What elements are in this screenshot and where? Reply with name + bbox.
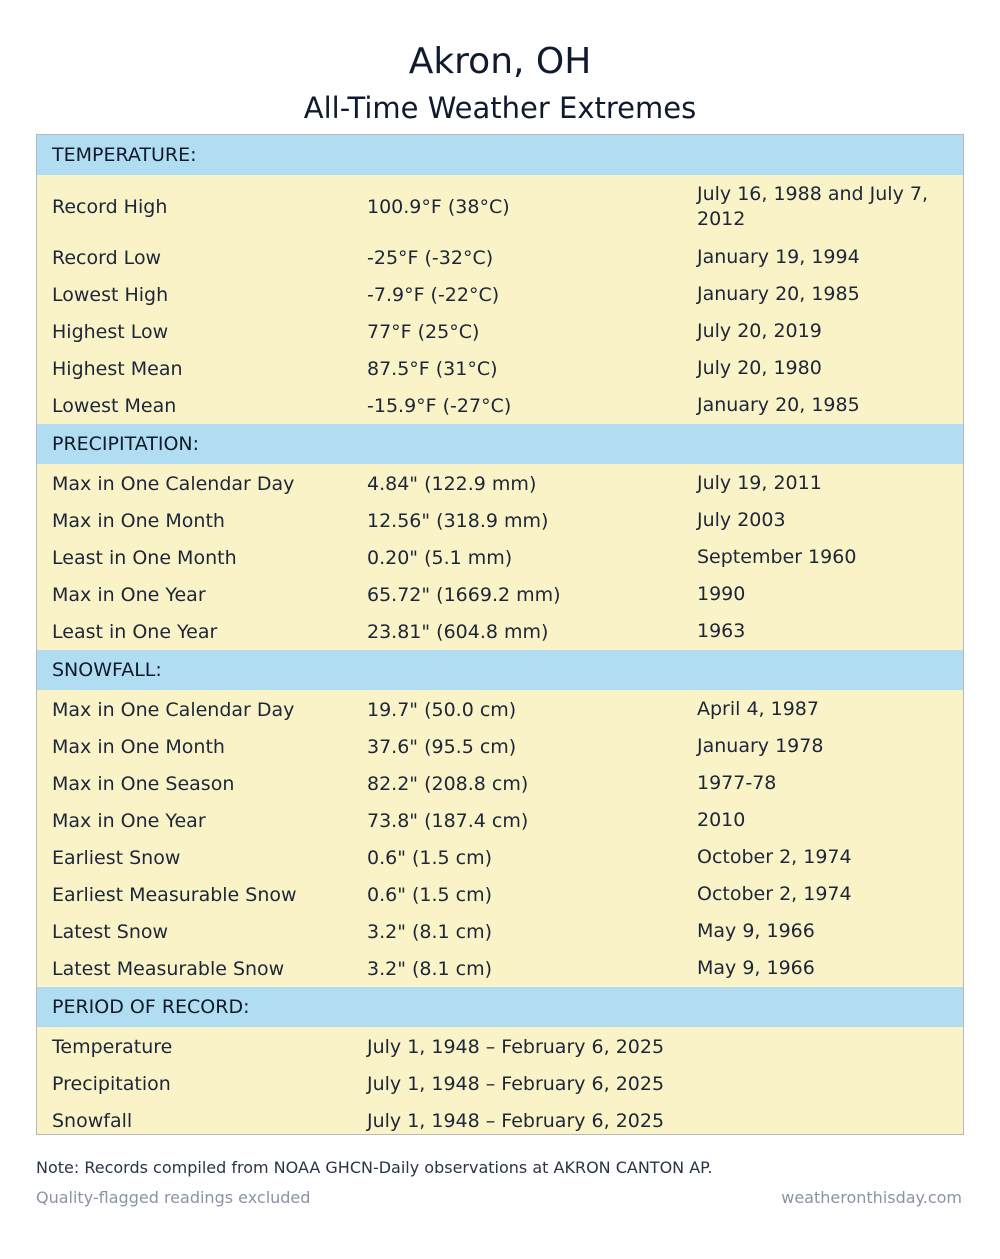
row-value: 3.2" (8.1 cm) bbox=[367, 957, 493, 980]
row-value: 19.7" (50.0 cm) bbox=[367, 698, 517, 721]
row-label: Earliest Snow bbox=[52, 846, 181, 869]
row-label: Least in One Year bbox=[52, 620, 218, 643]
row-label: Max in One Year bbox=[52, 809, 206, 832]
section-header-period: PERIOD OF RECORD: bbox=[37, 987, 963, 1027]
row-value: 0.6" (1.5 cm) bbox=[367, 846, 493, 869]
row-label: Highest Low bbox=[52, 320, 169, 343]
row-date: July 2003 bbox=[697, 509, 786, 531]
row-date: January 20, 1985 bbox=[697, 283, 860, 305]
row-date: May 9, 1966 bbox=[697, 957, 815, 979]
table-row bbox=[37, 728, 963, 765]
section-header-temperature: TEMPERATURE: bbox=[37, 135, 963, 175]
row-value: -7.9°F (-22°C) bbox=[367, 283, 500, 306]
row-label: Record Low bbox=[52, 246, 162, 269]
row-value: 65.72" (1669.2 mm) bbox=[367, 583, 561, 606]
table-row bbox=[37, 839, 963, 876]
row-value: 73.8" (187.4 cm) bbox=[367, 809, 529, 832]
row-date: April 4, 1987 bbox=[697, 698, 819, 720]
row-date: July 20, 1980 bbox=[697, 357, 822, 379]
table-row bbox=[37, 613, 963, 650]
row-date: October 2, 1974 bbox=[697, 846, 852, 868]
table-row bbox=[37, 350, 963, 387]
table-row bbox=[37, 502, 963, 539]
row-label: Least in One Month bbox=[52, 546, 237, 569]
row-label: Max in One Season bbox=[52, 772, 235, 795]
table-row bbox=[37, 876, 963, 913]
row-value: -15.9°F (-27°C) bbox=[367, 394, 512, 417]
row-value: July 1, 1948 – February 6, 2025 bbox=[367, 1109, 665, 1132]
table-row bbox=[37, 1102, 963, 1139]
row-value: -25°F (-32°C) bbox=[367, 246, 494, 269]
table-row bbox=[37, 276, 963, 313]
row-label: Lowest Mean bbox=[52, 394, 177, 417]
footnote: Note: Records compiled from NOAA GHCN-Daily observations at AKRON CANTON AP. bbox=[36, 1158, 713, 1177]
row-label: Max in One Month bbox=[52, 735, 225, 758]
section-header-snowfall: SNOWFALL: bbox=[37, 650, 963, 690]
row-value: 0.20" (5.1 mm) bbox=[367, 546, 513, 569]
table-row bbox=[37, 576, 963, 613]
row-date: September 1960 bbox=[697, 546, 857, 568]
row-value: 37.6" (95.5 cm) bbox=[367, 735, 517, 758]
row-date: July 19, 2011 bbox=[697, 472, 822, 494]
row-value: 0.6" (1.5 cm) bbox=[367, 883, 493, 906]
row-label: Record High bbox=[52, 196, 168, 218]
row-date: July 20, 2019 bbox=[697, 320, 822, 342]
table-row bbox=[37, 950, 963, 987]
row-date: May 9, 1966 bbox=[697, 920, 815, 942]
row-date: January 19, 1994 bbox=[697, 246, 860, 268]
row-date: January 20, 1985 bbox=[697, 394, 860, 416]
table-row bbox=[37, 313, 963, 350]
row-label: Max in One Year bbox=[52, 583, 206, 606]
row-label: Lowest High bbox=[52, 283, 169, 306]
row-value: 3.2" (8.1 cm) bbox=[367, 920, 493, 943]
section-header-precipitation: PRECIPITATION: bbox=[37, 424, 963, 464]
row-value: 23.81" (604.8 mm) bbox=[367, 620, 549, 643]
table-row bbox=[37, 913, 963, 950]
row-date: January 1978 bbox=[697, 735, 824, 757]
table-row bbox=[37, 1028, 963, 1065]
row-label: Highest Mean bbox=[52, 357, 183, 380]
page-title: Akron, OH bbox=[408, 41, 592, 82]
row-value: 82.2" (208.8 cm) bbox=[367, 772, 529, 795]
quality-note: Quality-flagged readings excluded bbox=[36, 1188, 311, 1207]
source-credit: weatheronthisday.com bbox=[781, 1188, 962, 1207]
table-row bbox=[37, 802, 963, 839]
table-row bbox=[37, 387, 963, 424]
row-label: Latest Snow bbox=[52, 920, 169, 943]
row-label: Max in One Calendar Day bbox=[52, 698, 295, 721]
row-value: 77°F (25°C) bbox=[367, 320, 480, 343]
row-date: 1963 bbox=[697, 620, 746, 642]
table-row bbox=[37, 691, 963, 728]
row-value: 100.9°F (38°C) bbox=[367, 196, 510, 218]
row-label: Latest Measurable Snow bbox=[52, 957, 285, 980]
extremes-table bbox=[36, 134, 964, 1135]
row-value: 87.5°F (31°C) bbox=[367, 357, 498, 380]
row-value: 12.56" (318.9 mm) bbox=[367, 509, 549, 532]
table-row bbox=[37, 1065, 963, 1102]
row-date: July 16, 1988 and July 7, 2012 bbox=[697, 183, 928, 230]
row-label: Max in One Calendar Day bbox=[52, 472, 295, 495]
row-label: Snowfall bbox=[52, 1109, 133, 1132]
table-row bbox=[37, 465, 963, 502]
row-label: Precipitation bbox=[52, 1072, 171, 1095]
table-row bbox=[37, 175, 963, 239]
row-value: July 1, 1948 – February 6, 2025 bbox=[367, 1035, 665, 1058]
row-value: July 1, 1948 – February 6, 2025 bbox=[367, 1072, 665, 1095]
table-row bbox=[37, 539, 963, 576]
row-label: Max in One Month bbox=[52, 509, 225, 532]
row-date: October 2, 1974 bbox=[697, 883, 852, 905]
table-row bbox=[37, 239, 963, 276]
row-label: Temperature bbox=[52, 1035, 173, 1058]
row-date: 1977-78 bbox=[697, 772, 777, 794]
row-value: 4.84" (122.9 mm) bbox=[367, 472, 537, 495]
row-label: Earliest Measurable Snow bbox=[52, 883, 297, 906]
row-date: 1990 bbox=[697, 583, 746, 605]
page-subtitle: All-Time Weather Extremes bbox=[303, 91, 697, 125]
row-date: 2010 bbox=[697, 809, 746, 831]
table-row bbox=[37, 765, 963, 802]
